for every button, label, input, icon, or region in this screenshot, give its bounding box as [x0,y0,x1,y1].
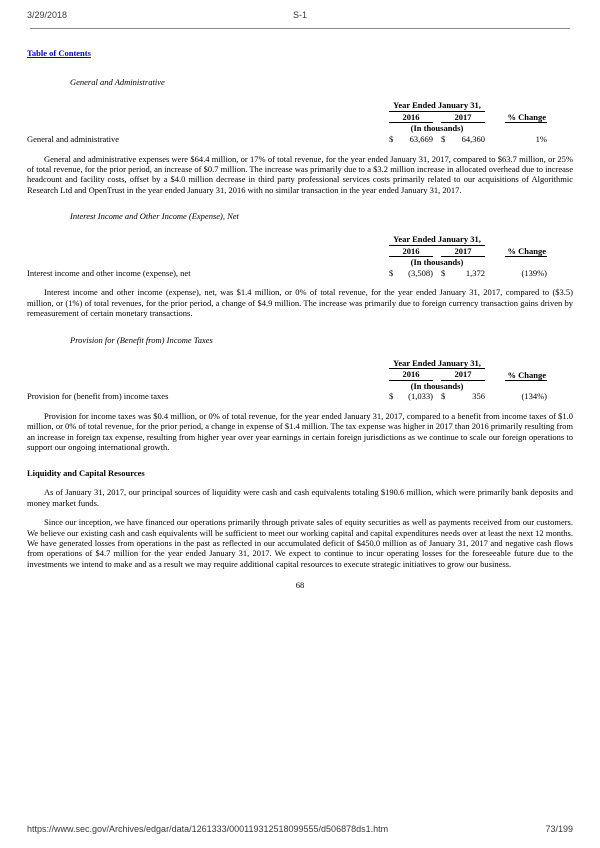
value-pct-change: (134%) [521,391,547,402]
paragraph-liquidity-1: As of January 31, 2017, our principal sources of liquidity were cash and cash equivalents totaling $190.6 million, which were primarily bank deposits and money market funds. [27,487,573,508]
units-label: (In thousands) [410,257,464,268]
column-group-header: Year Ended January 31, [389,234,485,245]
financial-table-general-admin [27,100,573,145]
column-header-pct-change: % Change [505,112,548,123]
financial-table-income-taxes [27,358,573,403]
document-content [0,43,600,590]
value-2016: (1,033) [408,391,433,402]
column-header-2016: 2016 [389,111,433,123]
document-page-number: 68 [295,579,305,590]
section-heading-general-admin: General and Administrative [70,77,165,87]
financial-table-interest-income [27,234,573,279]
column-header-pct-change: % Change [505,370,548,381]
paragraph-liquidity-2: Since our inception, we have financed our operations primarily through private sales of equity securities as well as payments received from our customers. We believe our existing cash and cash equivalents will be sufficient to meet our working capital and capital expenditures needs over at least the next 12 months. We have generated losses from operations in the past as reflected in our accumulated deficit of $450.0 million as of January 31, 2017 and negative cash flows from operations of $4.7 million for the year ended January 31, 2017. We expect to continue to incur operating losses for the foreseeable future due to the investments we intend to make and as a result we may require additional capital resources to execute strategic initiatives to grow our business. [27,517,573,569]
header-rule [30,28,570,29]
table-row [27,134,573,145]
print-footer [27,824,573,834]
toc-link-row [27,43,573,61]
section-heading-liquidity: Liquidity and Capital Resources [27,468,145,479]
value-2016: 63,669 [409,133,433,144]
source-url: https://www.sec.gov/Archives/edgar/data/1261333/000119312518099555/d506878ds1.htm [27,824,389,834]
table-row [27,391,573,402]
dollar-sign-2016: $ [388,267,394,278]
value-pct-change: 1% [535,133,547,144]
paragraph-income-taxes: Provision for income taxes was $0.4 million, or 0% of total revenue, for the year ended January 31, 2017, compared to a benefit from income taxes of $1.0 million, or 0% of total revenue, for the prior period, a change in expense of $1.4 million. The tax expense was higher in 2017 than 2016 primarily resulting from an increase in foreign tax expense, resulting from higher year over year earnings in certain foreign jurisdictions as we continue to scale our foreign operations to support our ongoing international growth. [27,411,573,453]
section-heading-income-taxes: Provision for (Benefit from) Income Taxes [70,334,213,345]
dollar-sign-2017: $ [440,391,446,402]
column-header-2017: 2017 [441,369,485,381]
units-label: (In thousands) [410,123,464,134]
document-type-label: S-1 [293,10,308,20]
value-pct-change: (139%) [521,267,547,278]
paragraph-general-admin: General and administrative expenses were $64.4 million, or 17% of total revenue, for the year ended January 31, 2017, compared to $63.7 million, or 25% of total revenue, for the prior period, an increase of $0.7 million. The increase was primarily due to a $3.2 million increase in allocated overhead due to increase headcount and facility costs, offset by a $4.0 million decrease in third party professional services costs primarily related to our acquisitions of Algorithmic Research Ltd and OpenTrust in the year ended January 31, 2016 with no similar transaction in the year ended January 31, 2017. [27,153,573,195]
value-2016: (3,508) [408,267,433,278]
column-header-2017: 2017 [441,245,485,257]
print-header [0,0,600,20]
paragraph-interest-income: Interest income and other income (expense), net, was $1.4 million, or 0% of total revenue, for the year ended January 31, 2017, compared to ($3.5) million, or (1%) of total revenues, for the prior period, a change of $4.9 million. The increase was primarily due to foreign currency transaction gains driven by remeasurement of certain monetary transactions. [27,287,573,319]
value-2017: 356 [472,391,485,402]
value-2017: 1,372 [465,267,485,278]
column-group-header: Year Ended January 31, [389,100,485,111]
column-header-pct-change: % Change [505,246,548,257]
row-label: Provision for (benefit from) income taxes [27,391,169,402]
dollar-sign-2017: $ [440,133,446,144]
page-indicator: 73/199 [545,824,573,834]
row-label: General and administrative [27,133,120,144]
dollar-sign-2016: $ [388,391,394,402]
print-date: 3/29/2018 [27,10,68,20]
column-group-header: Year Ended January 31, [389,358,485,369]
dollar-sign-2017: $ [440,267,446,278]
column-header-2017: 2017 [441,111,485,123]
value-2017: 64,360 [461,133,485,144]
row-label: Interest income and other income (expense), net [27,267,191,278]
column-header-2016: 2016 [389,245,433,257]
column-header-2016: 2016 [389,369,433,381]
units-label: (In thousands) [410,380,464,391]
table-of-contents-link[interactable]: Table of Contents [27,48,91,58]
dollar-sign-2016: $ [388,133,394,144]
table-row [27,268,573,279]
section-heading-interest-income: Interest Income and Other Income (Expense), Net [70,210,239,221]
